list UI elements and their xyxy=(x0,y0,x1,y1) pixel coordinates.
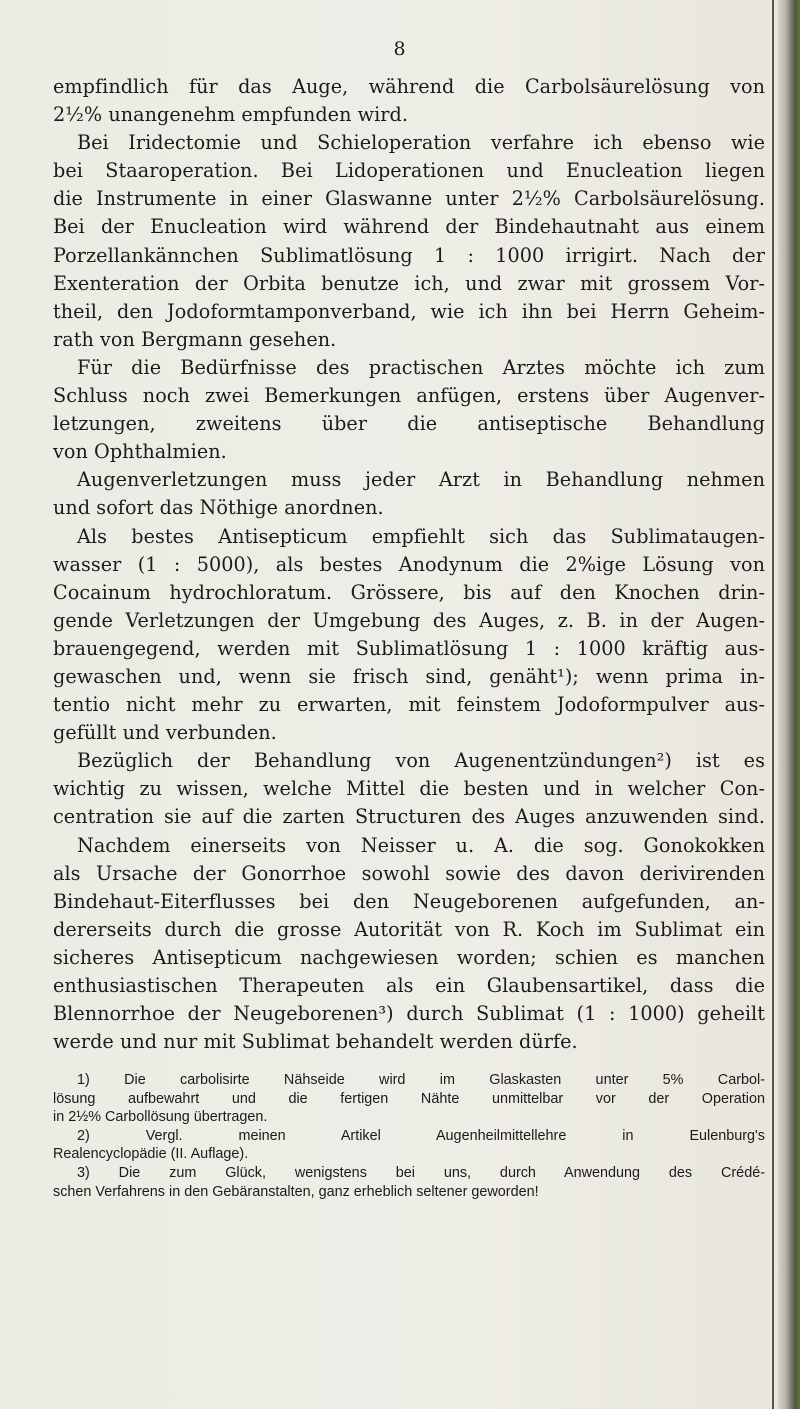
text-line: Blennorrhoe der Neugeborenen³) durch Sublimat (1 : 1000) geheilt xyxy=(53,1002,765,1026)
body-text xyxy=(53,73,765,1056)
text-line: letzungen, zweitens über die antiseptische Behandlung xyxy=(53,412,765,436)
text-line: Porzellankännchen Sublimatlösung 1 : 1000 irrigirt. Nach der xyxy=(53,243,765,267)
text-line: rath von Bergmann gesehen. xyxy=(53,327,337,351)
text-line: Schluss noch zwei Bemerkungen anfügen, erstens über Augenver- xyxy=(53,384,765,408)
book-edge xyxy=(778,0,800,1409)
text-line: theil, den Jodoformtamponverband, wie ich ihn bei Herrn Geheim- xyxy=(53,299,765,323)
text-line: gefüllt und verbunden. xyxy=(53,721,277,745)
text-line: brauengegend, werden mit Sublimatlösung 1 : 1000 kräftig aus- xyxy=(53,636,765,660)
footnote-line: 1) Die carbolisirte Nähseide wird im Glaskasten unter 5% Carbol- xyxy=(77,1072,765,1088)
text-line: gewaschen und, wenn sie frisch sind, genäht¹); wenn prima in- xyxy=(53,664,765,688)
text-line: werde und nur mit Sublimat behandelt werden dürfe. xyxy=(53,1030,578,1054)
footnote-line: in 2½% Carbollösung übertragen. xyxy=(53,1109,268,1126)
text-line: die Instrumente in einer Glaswanne unter 2½% Carbolsäurelösung. xyxy=(53,187,765,211)
text-line: Bezüglich der Behandlung von Augenentzündungen²) ist es xyxy=(77,749,765,773)
text-line: Bei der Enucleation wird während der Bindehautnaht aus einem xyxy=(53,215,765,239)
text-line: Bei Iridectomie und Schieloperation verfahre ich ebenso wie xyxy=(77,131,765,155)
text-line: centration sie auf die zarten Structuren des Auges anzuwenden sind. xyxy=(53,805,765,829)
footnotes xyxy=(53,1071,765,1201)
text-line: wasser (1 : 5000), als bestes Anodynum die 2%ige Lösung von xyxy=(53,552,765,576)
footnote-line: 2) Vergl. meinen Artikel Augenheilmittellehre in Eulenburg's xyxy=(77,1127,765,1144)
text-line: als Ursache der Gonorrhoe sowohl sowie des davon derivirenden xyxy=(53,861,765,885)
text-line: gende Verletzungen der Umgebung des Auges, z. B. in der Augen- xyxy=(53,608,765,632)
text-line: Exenteration der Orbita benutze ich, und zwar mit grossem Vor- xyxy=(53,271,765,295)
text-line: enthusiastischen Therapeuten als ein Glaubensartikel, dass die xyxy=(53,974,765,997)
text-line: Augenverletzungen muss jeder Arzt in Behandlung nehmen xyxy=(77,468,765,492)
footnote-line: 3) Die zum Glück, wenigstens bei uns, durch Anwendung des Crédé- xyxy=(77,1164,765,1181)
text-line: Cocainum hydrochloratum. Grössere, bis auf den Knochen drin- xyxy=(53,580,765,604)
text-line: 2½% unangenehm empfunden wird. xyxy=(53,103,409,127)
footnote-line: Realencyclopädie (II. Auflage). xyxy=(53,1146,249,1163)
text-line: Nachdem einerseits von Neisser u. A. die sog. Gonokokken xyxy=(77,833,765,857)
footnote-line: lösung aufbewahrt und die fertigen Nähte unmittelbar vor der Operation xyxy=(53,1090,765,1107)
text-line: von Ophthalmien. xyxy=(53,440,227,464)
page-edge-line xyxy=(772,0,774,1409)
text-line: wichtig zu wissen, welche Mittel die besten und in welcher Con- xyxy=(53,777,765,801)
text-line: bei Staaroperation. Bei Lidoperationen und Enucleation liegen xyxy=(53,159,765,183)
text-line: empfindlich für das Auge, während die Carbolsäurelösung von xyxy=(53,75,765,98)
text-line: Für die Bedürfnisse des practischen Arztes möchte ich zum xyxy=(77,355,765,379)
text-line: tentio nicht mehr zu erwarten, mit feinstem Jodoformpulver aus- xyxy=(53,693,765,717)
page-number: 8 xyxy=(393,38,407,60)
text-line: und sofort das Nöthige anordnen. xyxy=(53,496,384,520)
text-line: dererseits durch die grosse Autorität von R. Koch im Sublimat ein xyxy=(53,917,765,941)
text-line: Als bestes Antisepticum empfiehlt sich das Sublimataugen- xyxy=(77,524,765,548)
text-line: Bindehaut-Eiterflusses bei den Neugeborenen aufgefunden, an- xyxy=(53,889,765,913)
text-line: sicheres Antisepticum nachgewiesen worden; schien es manchen xyxy=(53,945,765,969)
footnote-line: schen Verfahrens in den Gebäranstalten, ganz erheblich seltener geworden! xyxy=(53,1183,539,1200)
